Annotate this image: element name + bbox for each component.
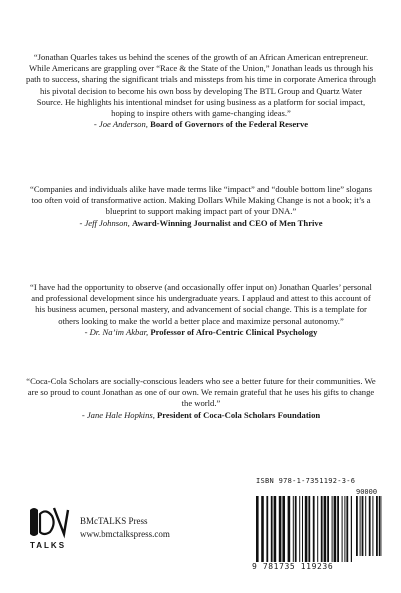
- endorser-name: - Dr. Na’im Akbar,: [84, 326, 149, 337]
- barcode-bar: [295, 496, 297, 562]
- barcode-bar: [271, 496, 273, 562]
- barcode-bar: [372, 496, 373, 556]
- barcode-bar: [308, 496, 310, 562]
- barcode-bar: [288, 496, 291, 562]
- barcode-bar: [324, 496, 327, 562]
- logo-text-sub: TALKS: [29, 541, 67, 550]
- barcode-bar: [266, 496, 268, 562]
- barcode-bar: [376, 496, 378, 556]
- isbn-barcode: [252, 476, 384, 574]
- barcode-bar: [356, 496, 358, 556]
- barcode-bar: [365, 496, 366, 556]
- barcode-bar: [344, 496, 345, 562]
- barcode-bar: [261, 496, 264, 562]
- barcode-bar: [369, 496, 371, 556]
- publisher-logo: [24, 504, 72, 554]
- barcode-bar: [279, 496, 282, 562]
- endorsement-quote: “Companies and individuals alike have made terms like “impact” and “double bottom line” slogans too often void of transformative action. Making Dollars While Making Change is not a book; it’s a blueprint to support making impact part of your DNA.”: [30, 184, 372, 217]
- price-code: 90000: [356, 488, 378, 496]
- barcode-bar: [256, 496, 259, 562]
- barcode-bar: [305, 496, 308, 562]
- barcode-bar: [302, 496, 303, 562]
- endorser-name: - Jeff Johnson,: [79, 217, 130, 228]
- endorsement-anderson: [26, 52, 376, 130]
- barcode-bar: [351, 496, 352, 562]
- barcode-bar: [293, 496, 294, 562]
- publisher-url: www.bmctalkspress.com: [80, 529, 170, 539]
- barcode-bar: [313, 496, 315, 562]
- endorser-title: Board of Governors of the Federal Reserve: [150, 119, 309, 130]
- barcode-bar: [317, 496, 318, 562]
- barcode-number: 9 781735 119236: [252, 562, 334, 571]
- addon-barcode-bars: [356, 496, 382, 556]
- endorsement-attribution: [26, 218, 376, 229]
- endorsement-quote: “Coca-Cola Scholars are socially-conscious leaders who see a better future for their communities. We are so proud to count Jonathan as one of our own. We remain grateful that he uses his gifts to change the world.”: [26, 376, 376, 409]
- logo-text-main: BMc: [34, 522, 51, 532]
- barcode-bar: [346, 496, 348, 562]
- isbn-text: ISBN 978-1-7351192-3-6: [256, 477, 356, 485]
- endorser-title: Award-Winning Journalist and CEO of Men Thrive: [131, 217, 323, 228]
- endorsement-johnson: [26, 184, 376, 229]
- barcode-bar: [332, 496, 333, 562]
- barcode-bar: [337, 496, 339, 562]
- barcode-bar: [342, 496, 343, 562]
- endorser-name: - Jane Hale Hopkins,: [81, 409, 155, 420]
- barcode-bar: [334, 496, 337, 562]
- barcode-bar: [379, 496, 381, 556]
- barcode-bar: [282, 496, 285, 562]
- barcode-bar: [327, 496, 329, 562]
- publisher-name: BMcTALKS Press: [80, 516, 148, 526]
- barcode-bar: [274, 496, 277, 562]
- endorsement-attribution: [26, 410, 376, 421]
- endorsement-quote: “I have had the opportunity to observe (and occasionally offer input on) Jonathan Quarles’ personal and professional development since his undergraduate years. I applaud and attest to this account of his business acumen, personal mastery, and advancement of social change. This is a template for others looking to make the world a better place and maximize personal autonomy.”: [30, 282, 372, 326]
- endorser-title: Professor of Afro-Centric Clinical Psychology: [150, 326, 318, 337]
- endorsement-akbar: [26, 282, 376, 338]
- barcode-bar: [360, 496, 361, 556]
- endorsement-hopkins: [26, 376, 376, 421]
- endorsement-quote: “Jonathan Quarles takes us behind the scenes of the growth of an African American entrepreneur. While Americans are grappling over “Race & the State of the Union,” Jonathan leads us through his path to success, sharing the significant trials and missteps from his time in corporate America through his pivotal decision to become his own boss by developing The BTL Group and Quartz Water Source. He highlights his intentional mindset for using business as a platform for social impact, hoping to inspire others with game-changing ideas.”: [26, 52, 376, 119]
- endorser-name: - Joe Anderson,: [93, 119, 148, 130]
- endorsement-attribution: [26, 119, 376, 130]
- barcode-bar: [299, 496, 300, 562]
- barcode-bar: [321, 496, 323, 562]
- endorsement-attribution: [26, 327, 376, 338]
- ean-barcode-bars: [256, 496, 352, 562]
- endorser-title: President of Coca-Cola Scholars Foundation: [157, 409, 321, 420]
- barcode-bar: [362, 496, 364, 556]
